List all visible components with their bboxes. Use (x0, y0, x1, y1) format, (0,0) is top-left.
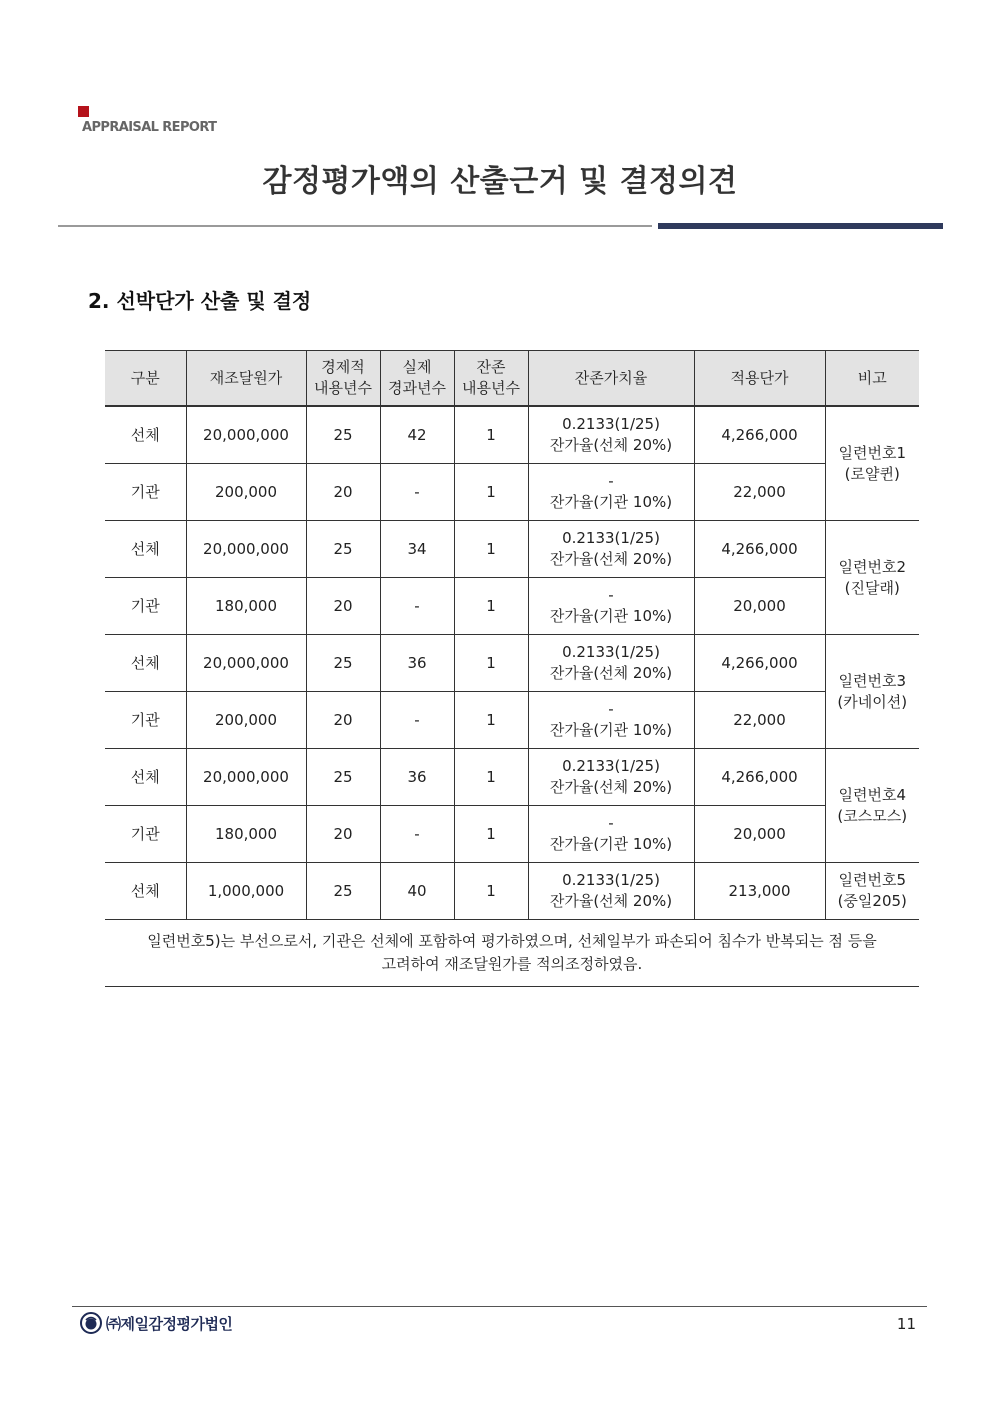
table-row (105, 806, 919, 863)
cell-category: 기관 (105, 464, 186, 521)
cell-residual-rate: 0.2133(1/25) 잔가율(선체 20%) (528, 521, 694, 578)
col-header-residual-rate: 잔존가치율 (528, 351, 694, 407)
cell-remaining-life: 1 (454, 863, 528, 920)
cell-residual-rate: - 잔가율(기관 10%) (528, 578, 694, 635)
cell-remaining-life: 1 (454, 578, 528, 635)
cell-remarks: 일련번호5 (중일205) (825, 863, 919, 920)
cell-remarks: 일련번호3 (카네이션) (825, 635, 919, 749)
cell-economic-life: 20 (306, 578, 380, 635)
cell-applied-price: 22,000 (694, 692, 825, 749)
table-row (105, 635, 919, 692)
cell-remaining-life: 1 (454, 406, 528, 464)
ship-unit-price-table (105, 350, 919, 987)
cell-remaining-life: 1 (454, 521, 528, 578)
cell-replacement-cost: 180,000 (186, 806, 306, 863)
cell-replacement-cost: 20,000,000 (186, 635, 306, 692)
cell-actual-age: - (380, 692, 454, 749)
cell-replacement-cost: 180,000 (186, 578, 306, 635)
cell-applied-price: 4,266,000 (694, 406, 825, 464)
col-header-applied-price: 적용단가 (694, 351, 825, 407)
cell-applied-price: 4,266,000 (694, 635, 825, 692)
cell-remaining-life: 1 (454, 806, 528, 863)
cell-remarks: 일련번호4 (코스모스) (825, 749, 919, 863)
cell-residual-rate: 0.2133(1/25) 잔가율(선체 20%) (528, 749, 694, 806)
cell-applied-price: 4,266,000 (694, 521, 825, 578)
cell-remaining-life: 1 (454, 464, 528, 521)
table-row (105, 863, 919, 920)
footer-divider (72, 1306, 927, 1307)
cell-remaining-life: 1 (454, 749, 528, 806)
cell-actual-age: - (380, 806, 454, 863)
table-row (105, 464, 919, 521)
col-header-category: 구분 (105, 351, 186, 407)
cell-actual-age: 42 (380, 406, 454, 464)
table-row (105, 521, 919, 578)
col-header-actual-age: 실제 경과년수 (380, 351, 454, 407)
cell-category: 선체 (105, 521, 186, 578)
cell-replacement-cost: 200,000 (186, 692, 306, 749)
cell-category: 선체 (105, 863, 186, 920)
cell-applied-price: 4,266,000 (694, 749, 825, 806)
cell-remaining-life: 1 (454, 692, 528, 749)
cell-replacement-cost: 20,000,000 (186, 521, 306, 578)
cell-applied-price: 20,000 (694, 578, 825, 635)
cell-economic-life: 20 (306, 806, 380, 863)
cell-applied-price: 213,000 (694, 863, 825, 920)
cell-replacement-cost: 20,000,000 (186, 749, 306, 806)
table-row (105, 692, 919, 749)
table-row (105, 749, 919, 806)
cell-remarks: 일련번호2 (진달래) (825, 521, 919, 635)
cell-economic-life: 25 (306, 406, 380, 464)
report-label: APPRAISAL REPORT (82, 120, 217, 135)
table-row (105, 578, 919, 635)
header-divider-thin (58, 225, 652, 227)
cell-residual-rate: - 잔가율(기관 10%) (528, 692, 694, 749)
page-number: 11 (896, 1315, 916, 1333)
cell-economic-life: 25 (306, 521, 380, 578)
cell-economic-life: 25 (306, 635, 380, 692)
cell-residual-rate: 0.2133(1/25) 잔가율(선체 20%) (528, 635, 694, 692)
cell-applied-price: 20,000 (694, 806, 825, 863)
col-header-remaining-life: 잔존 내용년수 (454, 351, 528, 407)
cell-category: 선체 (105, 635, 186, 692)
company-name: ㈜제일감정평가법인 (106, 1315, 233, 1333)
cell-category: 기관 (105, 692, 186, 749)
table-footnote-row (105, 920, 919, 987)
cell-actual-age: 40 (380, 863, 454, 920)
cell-actual-age: 36 (380, 635, 454, 692)
cell-residual-rate: - 잔가율(기관 10%) (528, 806, 694, 863)
page-title: 감정평가액의 산출근거 및 결정의견 (262, 164, 738, 199)
cell-actual-age: 34 (380, 521, 454, 578)
cell-replacement-cost: 1,000,000 (186, 863, 306, 920)
cell-actual-age: - (380, 464, 454, 521)
cell-applied-price: 22,000 (694, 464, 825, 521)
header-accent-square (78, 106, 89, 117)
col-header-remarks: 비고 (825, 351, 919, 407)
cell-residual-rate: - 잔가율(기관 10%) (528, 464, 694, 521)
col-header-economic-life: 경제적 내용년수 (306, 351, 380, 407)
cell-residual-rate: 0.2133(1/25) 잔가율(선체 20%) (528, 863, 694, 920)
cell-actual-age: 36 (380, 749, 454, 806)
company-logo-icon (80, 1312, 102, 1334)
table-header-row (105, 351, 919, 407)
cell-replacement-cost: 200,000 (186, 464, 306, 521)
table-row (105, 406, 919, 464)
section-heading: 2. 선박단가 산출 및 결정 (88, 289, 312, 313)
cell-economic-life: 25 (306, 863, 380, 920)
cell-residual-rate: 0.2133(1/25) 잔가율(선체 20%) (528, 406, 694, 464)
cell-category: 선체 (105, 406, 186, 464)
cell-economic-life: 25 (306, 749, 380, 806)
cell-category: 기관 (105, 578, 186, 635)
cell-category: 선체 (105, 749, 186, 806)
cell-economic-life: 20 (306, 692, 380, 749)
cell-replacement-cost: 20,000,000 (186, 406, 306, 464)
cell-remarks: 일련번호1 (로얄퀸) (825, 406, 919, 521)
cell-category: 기관 (105, 806, 186, 863)
header-divider-thick (658, 223, 943, 229)
table-footnote: 일련번호5)는 부선으로서, 기관은 선체에 포함하여 평가하였으며, 선체일부가 파손되어 침수가 반복되는 점 등을 고려하여 재조달원가를 적의조정하였음. (105, 920, 919, 987)
cell-actual-age: - (380, 578, 454, 635)
col-header-replacement-cost: 재조달원가 (186, 351, 306, 407)
cell-remaining-life: 1 (454, 635, 528, 692)
cell-economic-life: 20 (306, 464, 380, 521)
